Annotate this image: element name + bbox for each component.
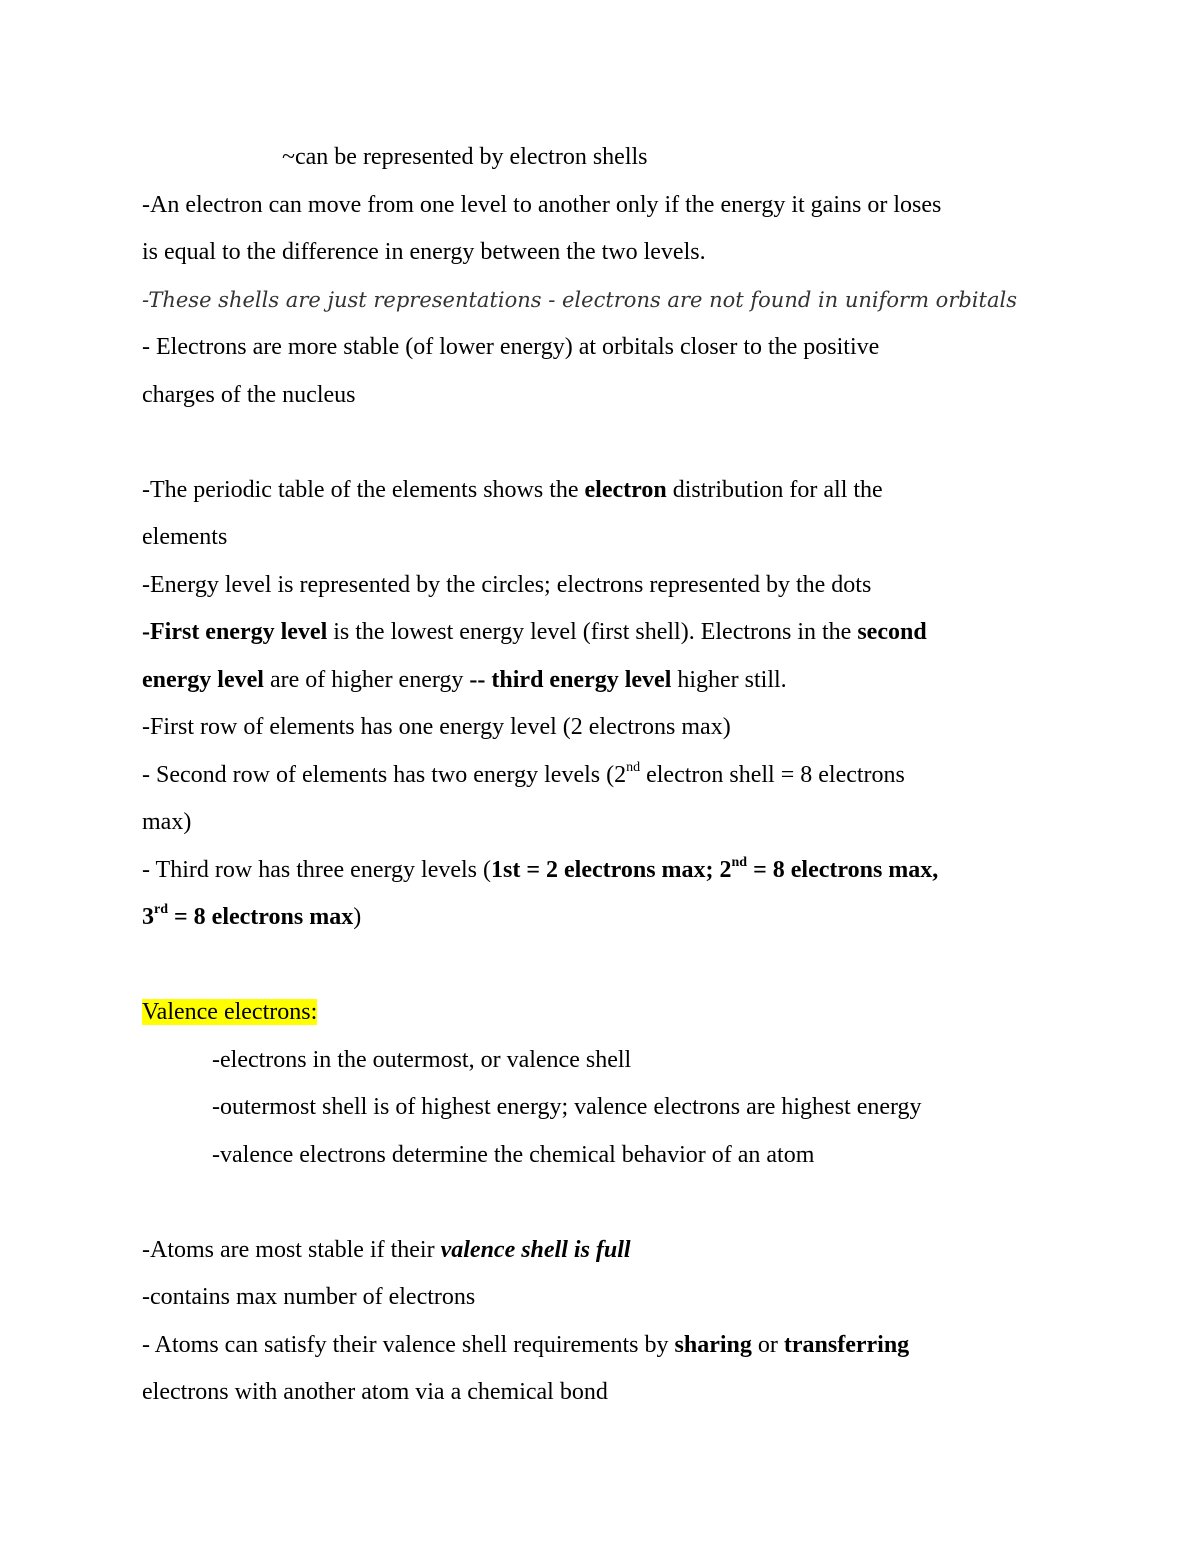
bold-text: = 8 electrons max: [168, 904, 354, 930]
superscript: nd: [626, 759, 641, 775]
line-electron-shells: [142, 134, 1072, 182]
text-run: -outermost shell is of highest energy; valence electrons are highest energy: [212, 1094, 922, 1120]
text-run: is equal to the difference in energy between the two levels.: [142, 239, 706, 265]
line-first-row: [142, 704, 1072, 752]
bold-group: [491, 854, 939, 883]
line-max-electrons: [142, 1274, 1072, 1322]
text-run: electron shell = 8 electrons: [640, 761, 905, 788]
line-max: [142, 799, 1072, 847]
line-valence-heading: [142, 989, 1072, 1037]
bold-group: [142, 904, 353, 930]
highlighted-heading: Valence electrons:: [142, 999, 318, 1025]
line-sharing-transferring: [142, 1322, 1072, 1370]
line-chemical-bond: [142, 1369, 1072, 1417]
line-representations-note: [142, 277, 1072, 325]
line-nucleus: [142, 372, 1072, 420]
text-run: distribution for all the: [666, 476, 883, 503]
bold-text: = 8 electrons max,: [747, 856, 939, 883]
text-run: -Energy level is represented by the circles; electrons represented by the dots: [142, 571, 872, 598]
bold-text: 3: [142, 904, 154, 930]
bold-text: transferring: [783, 1331, 910, 1358]
line-valence-highest-energy: [142, 1084, 1072, 1132]
text-run: -electrons in the outermost, or valence shell: [212, 1046, 632, 1073]
bold-text: electron: [584, 476, 667, 503]
text-run: - Second row of elements has two energy levels (2: [142, 761, 627, 788]
text-run: - Third row has three energy levels (: [142, 856, 491, 883]
text-run: -Atoms are most stable if their: [142, 1236, 441, 1263]
text-run: max): [142, 809, 192, 835]
line-atoms-stable: [142, 1227, 1072, 1275]
text-run: - Electrons are more stable (of lower energy) at orbitals closer to the positive: [142, 334, 880, 360]
text-run: -First row of elements has one energy level (2 electrons max): [142, 714, 731, 740]
text-run: - Atoms can satisfy their valence shell requirements by: [142, 1331, 675, 1358]
text-run: are of higher energy: [263, 666, 470, 693]
line-higher-energy: [142, 657, 1072, 705]
line-valence-behavior: [142, 1132, 1072, 1180]
bold-text: 1st = 2 electrons max; 2: [491, 856, 732, 883]
line-stability: [142, 324, 1072, 372]
text-run: elements: [142, 524, 228, 550]
italic-note: -These shells are just representations - electrons are not found in uniform orbitals: [142, 287, 1017, 312]
line-circles-dots: [142, 562, 1072, 610]
bold-italic-text: valence shell is full: [440, 1236, 631, 1263]
line-valence-outermost: [142, 1037, 1072, 1085]
line-third-row: [142, 847, 1072, 895]
line-second-row: [142, 752, 1072, 800]
document-body: [142, 134, 1072, 1417]
text-run: higher still.: [671, 666, 787, 693]
superscript: rd: [154, 902, 168, 917]
blank-line: [142, 1179, 1072, 1227]
text-run: -contains max number of electrons: [142, 1284, 476, 1310]
line-elements: [142, 514, 1072, 562]
blank-line: [142, 942, 1072, 990]
superscript: nd: [731, 854, 748, 870]
line-third-shell: [142, 894, 1072, 942]
blank-line: [142, 419, 1072, 467]
line-first-energy-level: [142, 609, 1072, 657]
line-electron-move: [142, 182, 1072, 230]
text-run: -valence electrons determine the chemical behavior of an atom: [212, 1141, 815, 1168]
bold-text: second: [857, 619, 927, 645]
text-run: or: [751, 1331, 784, 1358]
bold-text: energy level: [142, 666, 264, 693]
text-run: electrons with another atom via a chemical bond: [142, 1379, 608, 1405]
text-run: is the lowest energy level (first shell). Electrons in the: [327, 619, 858, 645]
text-run: -An electron can move from one level to another only if the energy it gains or loses: [142, 191, 942, 218]
bold-text: sharing: [674, 1331, 752, 1358]
bold-text: -- third energy level: [469, 666, 672, 693]
bold-text: -First energy level: [142, 619, 328, 645]
line-energy-difference: [142, 229, 1072, 277]
line-periodic-table: [142, 467, 1072, 515]
text-run: ): [353, 904, 362, 930]
text-run: charges of the nucleus: [142, 381, 356, 408]
text-run: ~can be represented by electron shells: [282, 144, 648, 170]
text-run: -The periodic table of the elements shows the: [142, 476, 585, 503]
